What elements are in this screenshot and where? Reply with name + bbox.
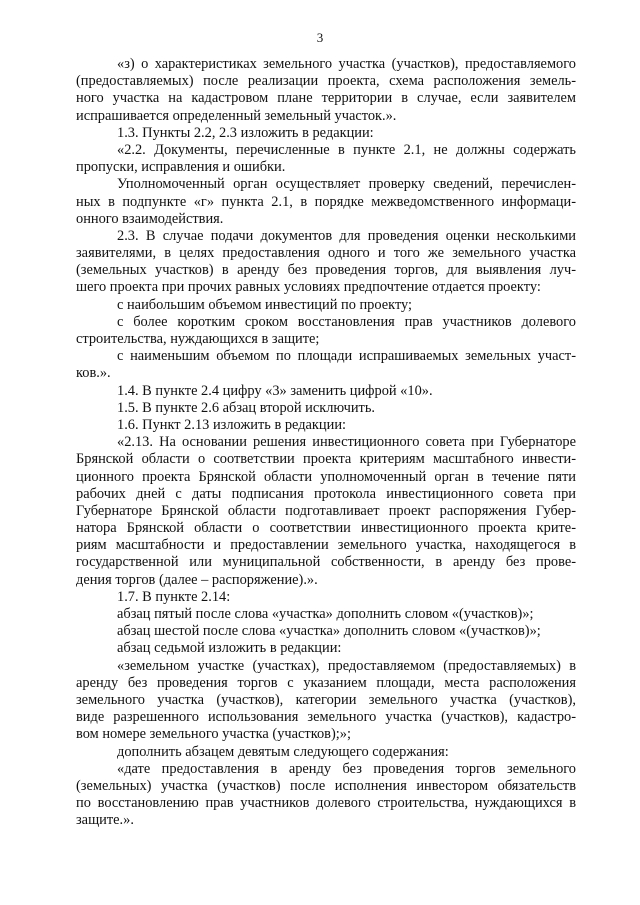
text-line: строительства, нуждающихся в защите; [76, 331, 320, 347]
text-line: 1.3. Пункты 2.2, 2.3 изложить в редакции: [117, 124, 374, 141]
text-line: ных в подпункте «г» пункта 2.1, в порядке межведомственного информаци- [76, 193, 576, 210]
text-line: с более коротким сроком восстановления прав участников долевого [117, 313, 576, 330]
text-line: абзац седьмой изложить в редакции: [117, 640, 342, 657]
text-line: 1.7. В пункте 2.14: [117, 588, 231, 605]
text-line: виде разрешенного использования земельного участка (участков), кадастро- [76, 709, 576, 726]
text-line: (земельных участков) в аренду без проведения торгов, для выявления луч- [76, 262, 576, 279]
text-line: земельного участка (участков), категории земельного участка (участков), [76, 691, 576, 708]
text-line: 2.3. В случае подачи документов для проведения оценки несколькими [117, 227, 576, 244]
page-number: 3 [316, 30, 324, 45]
text-line: Брянской области о соответствии проекта критериям масштабного инвести- [76, 451, 576, 468]
text-line: вом номере земельного участка (участков);»; [76, 726, 351, 743]
text-line: испрашивается определенный земельный участок.». [76, 107, 397, 124]
text-line: ков.». [76, 365, 111, 382]
text-line: по восстановлению прав участников долевого строительства, нуждающихся в [76, 795, 576, 812]
text-line: ционного проекта Брянской области уполномоченный орган в течение пяти [76, 468, 576, 485]
text-line: 1.6. Пункт 2.13 изложить в редакции: [117, 416, 347, 433]
text-line: защите.». [76, 812, 134, 829]
text-line: ного участка на кадастровом плане территории в случае, если заявителем [76, 90, 576, 107]
text-line: «дате предоставления в аренду без проведения торгов земельного [117, 760, 576, 777]
text-line: натора Брянской области о соответствии инвестиционного проекта крите- [76, 520, 576, 537]
text-line: заявителями, в целях предоставления одного и того же земельного участка [76, 245, 576, 262]
text-line: абзац пятый после слова «участка» дополнить словом «(участков)»; [117, 606, 534, 622]
text-line: с наибольшим объемом инвестиций по проекту; [117, 296, 413, 313]
text-line: дения торгов (далее – распоряжение).». [76, 571, 318, 588]
text-line: аренду без проведения торгов с указанием площади, места расположения [76, 674, 576, 691]
text-line: абзац шестой после слова «участка» дополнить словом «(участков)»; [117, 623, 541, 640]
text-line: пропуски, исправления и ошибки. [76, 159, 286, 176]
text-line: Уполномоченный орган осуществляет проверку сведений, перечислен- [117, 176, 576, 193]
text-line: «з) о характеристиках земельного участка (участков), предоставляемого [117, 56, 576, 72]
text-line: с наименьшим объемом по площади испрашиваемых земельных участ- [117, 348, 576, 365]
text-line: 1.5. В пункте 2.6 абзац второй исключить. [117, 399, 375, 416]
text-line: 1.4. В пункте 2.4 цифру «3» заменить цифрой «10». [117, 382, 433, 399]
text-line: онного взаимодействия. [76, 210, 224, 227]
text-line: Губернаторе Брянской области подготавливает проект распоряжения Губер- [76, 502, 576, 519]
text-line: дополнить абзацем девятым следующего содержания: [117, 743, 449, 760]
document-body [76, 56, 576, 829]
text-line: шего проекта при прочих равных условиях предпочтение отдается проекту: [76, 279, 541, 296]
text-line: риям масштабности и предоставлении земельного участка, находящегося в [76, 537, 576, 554]
text-line: рабочих дней с даты подписания протокола инвестиционного совета при [76, 485, 576, 502]
text-line: «земельном участке (участках), предоставляемом (предоставляемых) в [117, 657, 576, 674]
text-line: «2.13. На основании решения инвестиционного совета при Губернаторе [117, 434, 576, 451]
text-line: (земельных) участка (участков) после исполнения инвестором обязательств [76, 777, 576, 794]
text-line: (предоставляемых) после реализации проекта, схема расположения земель- [76, 73, 576, 90]
text-line: государственной или муниципальной собственности, в аренду без прове- [76, 554, 576, 571]
text-line: «2.2. Документы, перечисленные в пункте 2.1, не должны содержать [117, 141, 576, 158]
